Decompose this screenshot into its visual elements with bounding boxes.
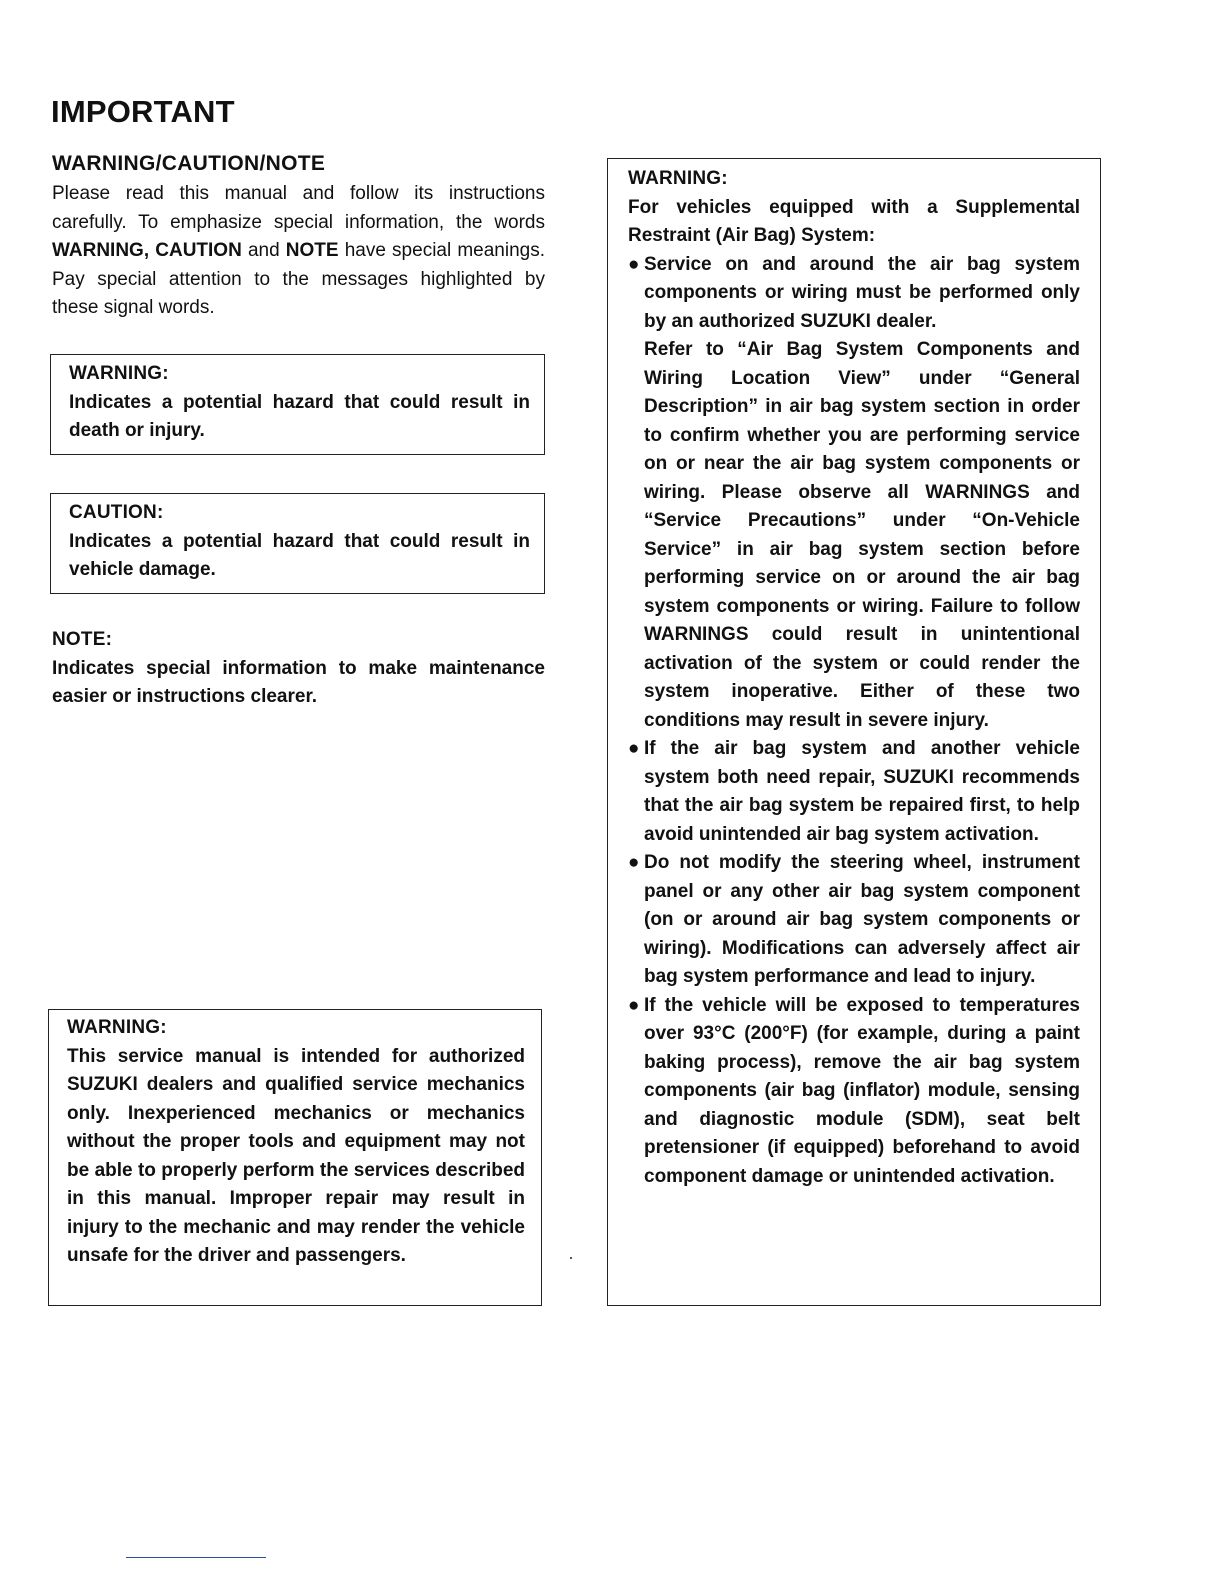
warning-definition-label: WARNING: [69, 363, 169, 384]
intro-paragraph [52, 180, 545, 323]
list-item [628, 251, 1080, 736]
note-definition-text: Indicates special information to make maintenance easier or instructions clearer. [52, 657, 545, 707]
keyword-caution: CAUTION [155, 240, 242, 261]
scan-speck [570, 1257, 572, 1259]
caution-definition-box [50, 493, 545, 594]
caution-definition-label: CAUTION: [69, 502, 164, 523]
warning-definition-text: Indicates a potential hazard that could result in death or injury. [69, 391, 530, 441]
airbag-warning-label: WARNING: [628, 168, 728, 189]
bullet-icon: ● [628, 738, 640, 759]
list-item-text: Service on and around the air bag system components or wiring must be performed only by an authorized SUZUKI dealer. [644, 253, 1080, 332]
bullet-icon: ● [628, 852, 640, 873]
note-definition [52, 626, 545, 712]
list-item-text: If the vehicle will be exposed to temperatures over 93°C (200°F) (for example, during a paint baking process), remove the air bag system components (air bag (inflator) module, sensing and diagnostic module (SDM), seat belt pretensioner (if equipped) beforehand to avoid component damage or unintended activation. [644, 994, 1080, 1187]
list-item [628, 735, 1080, 849]
list-item-text: If the air bag system and another vehicle system both need repair, SUZUKI recommends that the air bag system be repaired first, to help avoid unintended air bag system activation. [644, 738, 1080, 845]
page-title: IMPORTANT [51, 94, 235, 129]
keyword-warning: WARNING, [52, 240, 150, 261]
list-item-continuation: Refer to “Air Bag System Components and Wiring Location View” under “General Description” in air bag system section in order to confirm whether you are performing service on or near the air bag system components or wiring. Please observe all WARNINGS and “Service Precautions” under “On-Vehicle Service” in air bag system section before performing service on or around the air bag system components or wiring. Failure to follow WARNINGS could result in unintentional activation of the system or could render the system inoperative. Either of these two conditions may result in severe injury. [644, 339, 1080, 731]
footer-rule [126, 1557, 266, 1558]
airbag-warning-intro: For vehicles equipped with a Supplemental Restraint (Air Bag) System: [628, 196, 1080, 246]
intro-text-3: have special meanings. Pay special attention to the messages highlighted by these signal words. [52, 240, 545, 318]
caution-definition-text: Indicates a potential hazard that could result in vehicle damage. [69, 530, 530, 580]
airbag-warning-list [628, 251, 1080, 1192]
manual-warning-label: WARNING: [67, 1017, 167, 1038]
note-definition-label: NOTE: [52, 629, 113, 650]
intro-text-1: Please read this manual and follow its instructions carefully. To emphasize special information, the words [52, 183, 545, 233]
manual-warning-box [48, 1009, 542, 1306]
bullet-icon: ● [628, 253, 640, 275]
airbag-warning-box [607, 158, 1101, 1306]
manual-warning-text: This service manual is intended for authorized SUZUKI dealers and qualified service mechanics only. Inexperienced mechanics or mechanics without the proper tools and equipment may not be able to properly perform the services described in this manual. Improper repair may result in injury to the mechanic and may render the vehicle unsafe for the driver and passengers. [67, 1045, 525, 1266]
keyword-note: NOTE [285, 240, 339, 261]
intro-text-2: and [241, 240, 286, 261]
list-item [628, 849, 1080, 992]
section-heading: WARNING/CAUTION/NOTE [52, 152, 326, 175]
warning-definition-box [50, 354, 545, 455]
list-item [628, 992, 1080, 1192]
bullet-icon: ● [628, 994, 640, 1016]
list-item-text: Do not modify the steering wheel, instrument panel or any other air bag system component (on or around air bag system components or wiring). Modifications can adversely affect air bag system performance and lead to injury. [644, 852, 1080, 987]
